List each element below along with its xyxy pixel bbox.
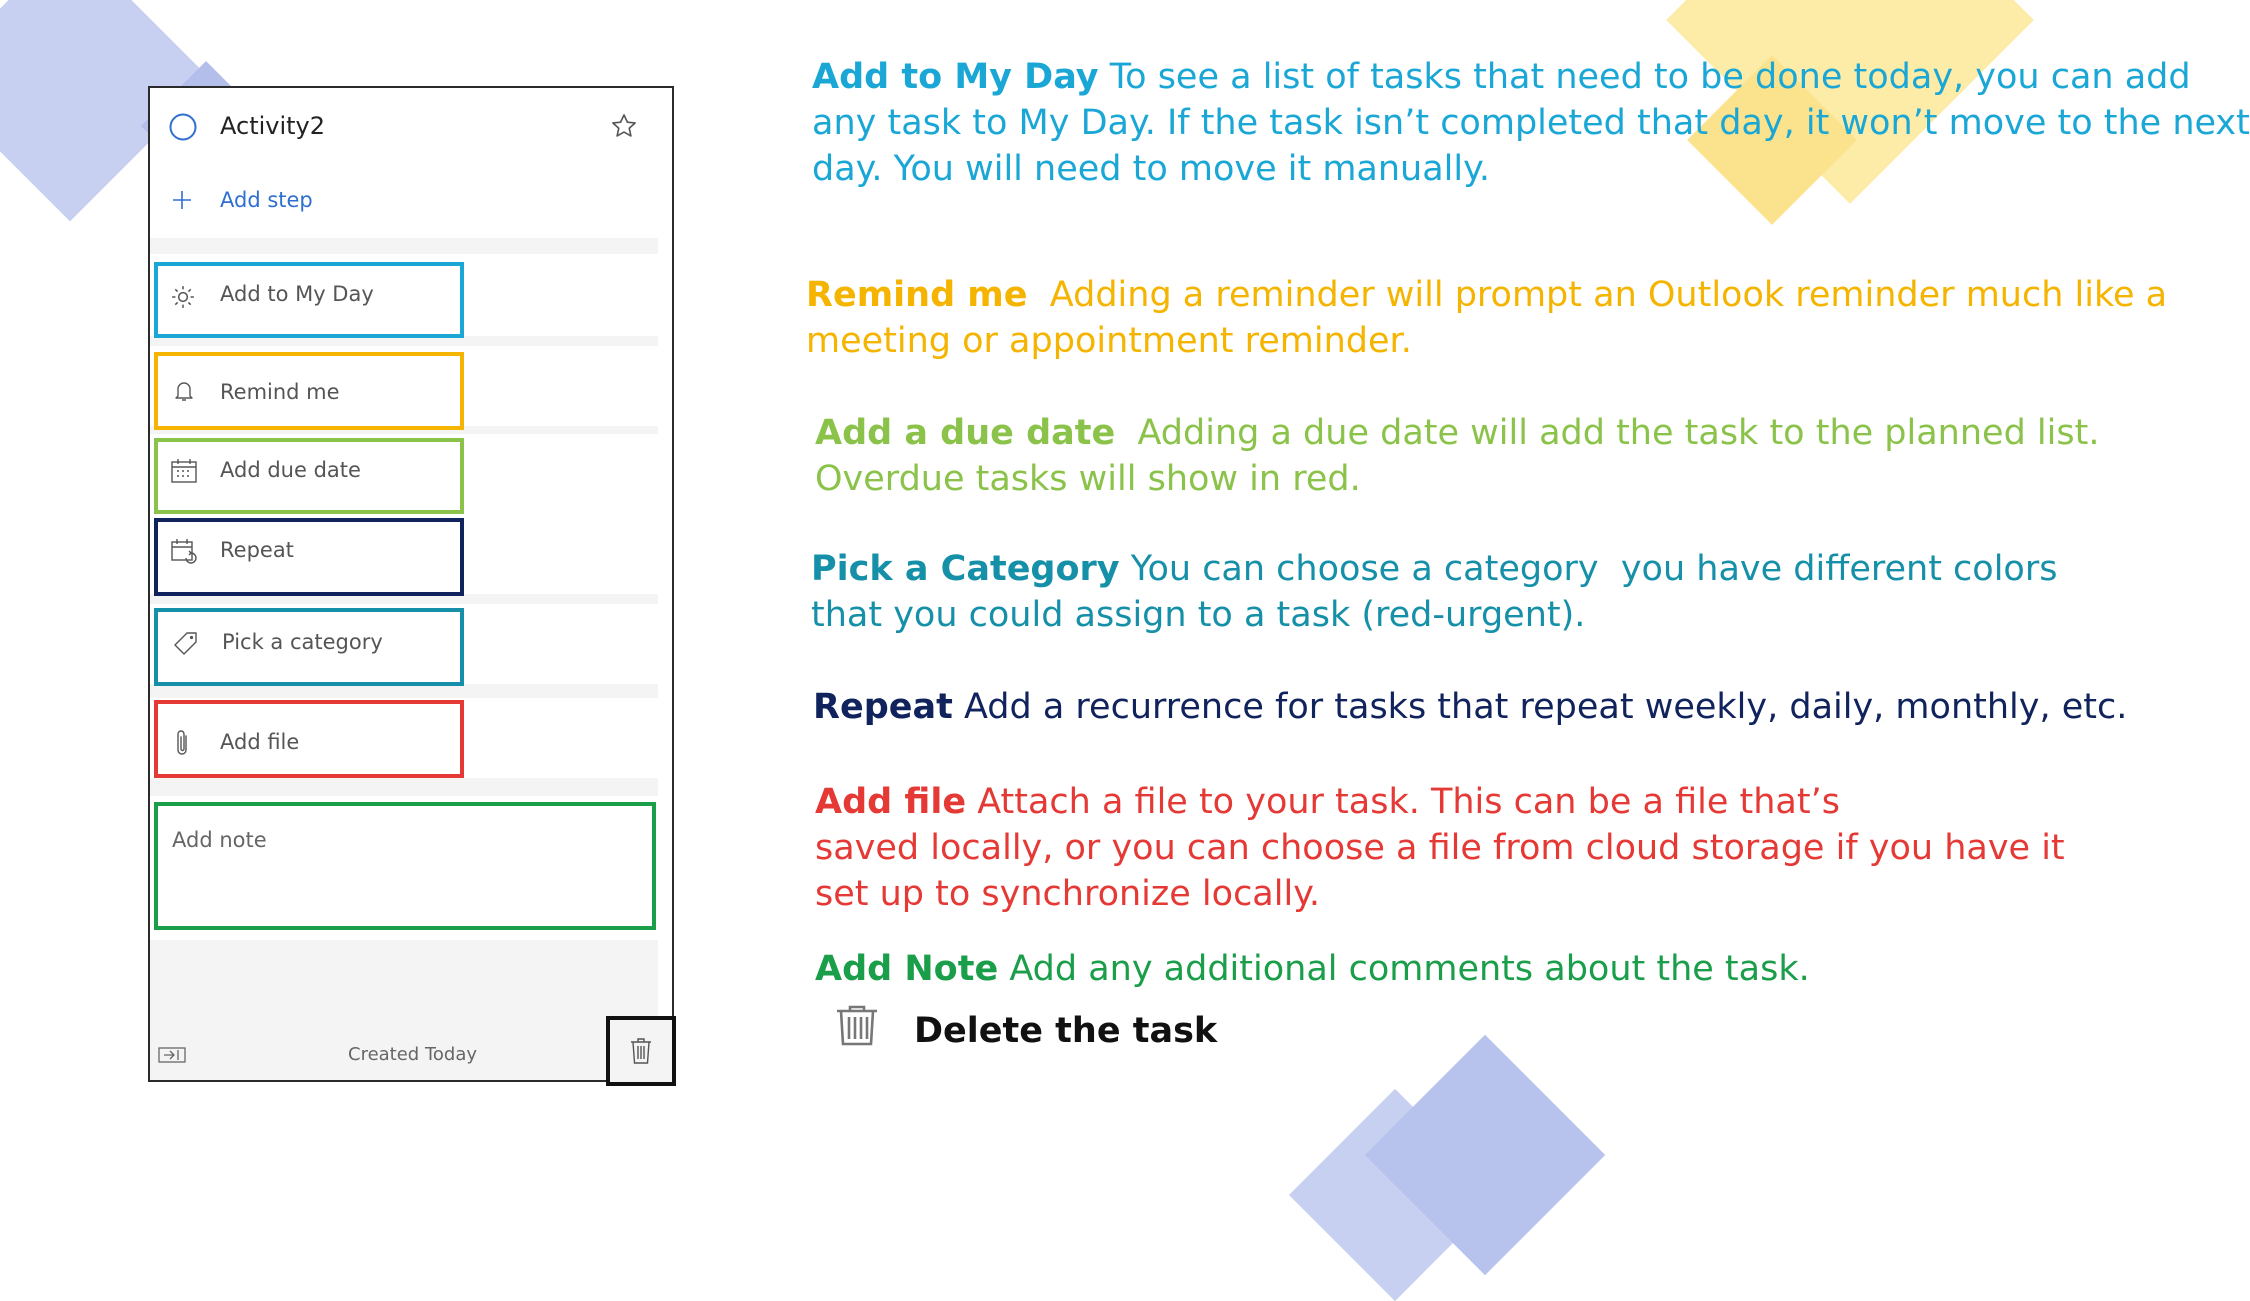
hide-detail-pane-icon[interactable] <box>158 1046 186 1064</box>
desc-add-file-line1 <box>815 779 2065 825</box>
task-detail-panel <box>148 86 674 1082</box>
desc-add-note-title: Add Note <box>815 949 999 989</box>
desc-repeat-title: Repeat <box>813 687 953 727</box>
desc-add-due-date-title: Add a due date <box>815 413 1116 453</box>
desc-add-note <box>815 946 1810 992</box>
desc-add-due-date-text2: Overdue tasks will show in red. <box>815 459 1361 499</box>
add-file-label: Add file <box>220 730 300 754</box>
desc-add-to-my-day-text1: To see a list of tasks that need to be done today, you can add <box>1098 57 2191 97</box>
task-title[interactable]: Activity2 <box>220 112 326 140</box>
desc-add-file <box>815 779 2065 917</box>
sun-icon <box>170 284 196 310</box>
add-step-button[interactable]: Add step <box>220 188 313 212</box>
desc-add-note-text1: Add any additional comments about the task. <box>998 949 1810 989</box>
desc-add-file-text2: saved locally, or you can choose a file from cloud storage if you have it <box>815 828 2065 868</box>
repeat-button[interactable] <box>154 518 464 596</box>
paperclip-icon <box>174 728 192 758</box>
desc-add-to-my-day-text3: day. You will need to move it manually. <box>812 149 1490 189</box>
desc-remind-me-title: Remind me <box>806 275 1028 315</box>
desc-remind-me <box>806 272 2167 364</box>
add-file-button[interactable] <box>154 700 464 778</box>
desc-repeat-text1: Add a recurrence for tasks that repeat weekly, daily, monthly, etc. <box>952 687 2128 727</box>
desc-remind-me-line1 <box>806 272 2167 318</box>
desc-pick-category-title: Pick a Category <box>811 549 1120 589</box>
repeat-label: Repeat <box>220 538 294 562</box>
desc-remind-me-text2: meeting or appointment reminder. <box>806 321 1412 361</box>
desc-add-to-my-day-title: Add to My Day <box>812 57 1099 97</box>
repeat-calendar-icon <box>170 538 198 566</box>
desc-remind-me-text1: Adding a reminder will prompt an Outlook reminder much like a <box>1027 275 2168 315</box>
add-due-date-label: Add due date <box>220 458 361 482</box>
desc-add-note-line1 <box>815 946 1810 992</box>
desc-add-file-text1: Attach a file to your task. This can be a file that’s <box>966 782 1840 822</box>
desc-add-to-my-day <box>812 54 2250 192</box>
star-icon[interactable] <box>610 112 638 140</box>
add-note-field[interactable] <box>154 802 656 930</box>
task-header-area <box>150 88 662 238</box>
desc-repeat-line1 <box>813 684 2127 730</box>
desc-pick-category-text2: that you could assign to a task (red-urgent). <box>811 595 1586 635</box>
pick-category-label: Pick a category <box>222 630 383 654</box>
desc-add-file-title: Add file <box>815 782 967 822</box>
calendar-icon <box>170 458 198 484</box>
desc-repeat <box>813 684 2127 730</box>
desc-add-due-date-text1: Adding a due date will add the task to the planned list. <box>1115 413 2100 453</box>
plus-icon[interactable] <box>170 188 194 212</box>
desc-pick-category <box>811 546 2057 638</box>
bell-icon <box>172 378 196 404</box>
tag-icon <box>172 630 200 658</box>
trash-icon-legend <box>834 1004 880 1046</box>
trash-icon <box>628 1036 654 1066</box>
desc-add-to-my-day-line1 <box>812 54 2250 100</box>
remind-me-label: Remind me <box>220 380 340 404</box>
add-to-my-day-label: Add to My Day <box>220 282 374 306</box>
desc-pick-category-text1: You can choose a category you have different colors <box>1119 549 2058 589</box>
created-date-text: Created Today <box>348 1044 478 1065</box>
task-complete-circle-icon[interactable] <box>168 112 198 142</box>
desc-add-due-date-line1 <box>815 410 2099 456</box>
desc-add-to-my-day-text2: any task to My Day. If the task isn’t completed that day, it won’t move to the next <box>812 103 2250 143</box>
desc-add-file-text3: set up to synchronize locally. <box>815 874 1321 914</box>
add-note-placeholder: Add note <box>172 828 267 852</box>
desc-add-due-date <box>815 410 2099 502</box>
desc-pick-category-line1 <box>811 546 2057 592</box>
desc-delete-task: Delete the task <box>914 1011 1218 1051</box>
